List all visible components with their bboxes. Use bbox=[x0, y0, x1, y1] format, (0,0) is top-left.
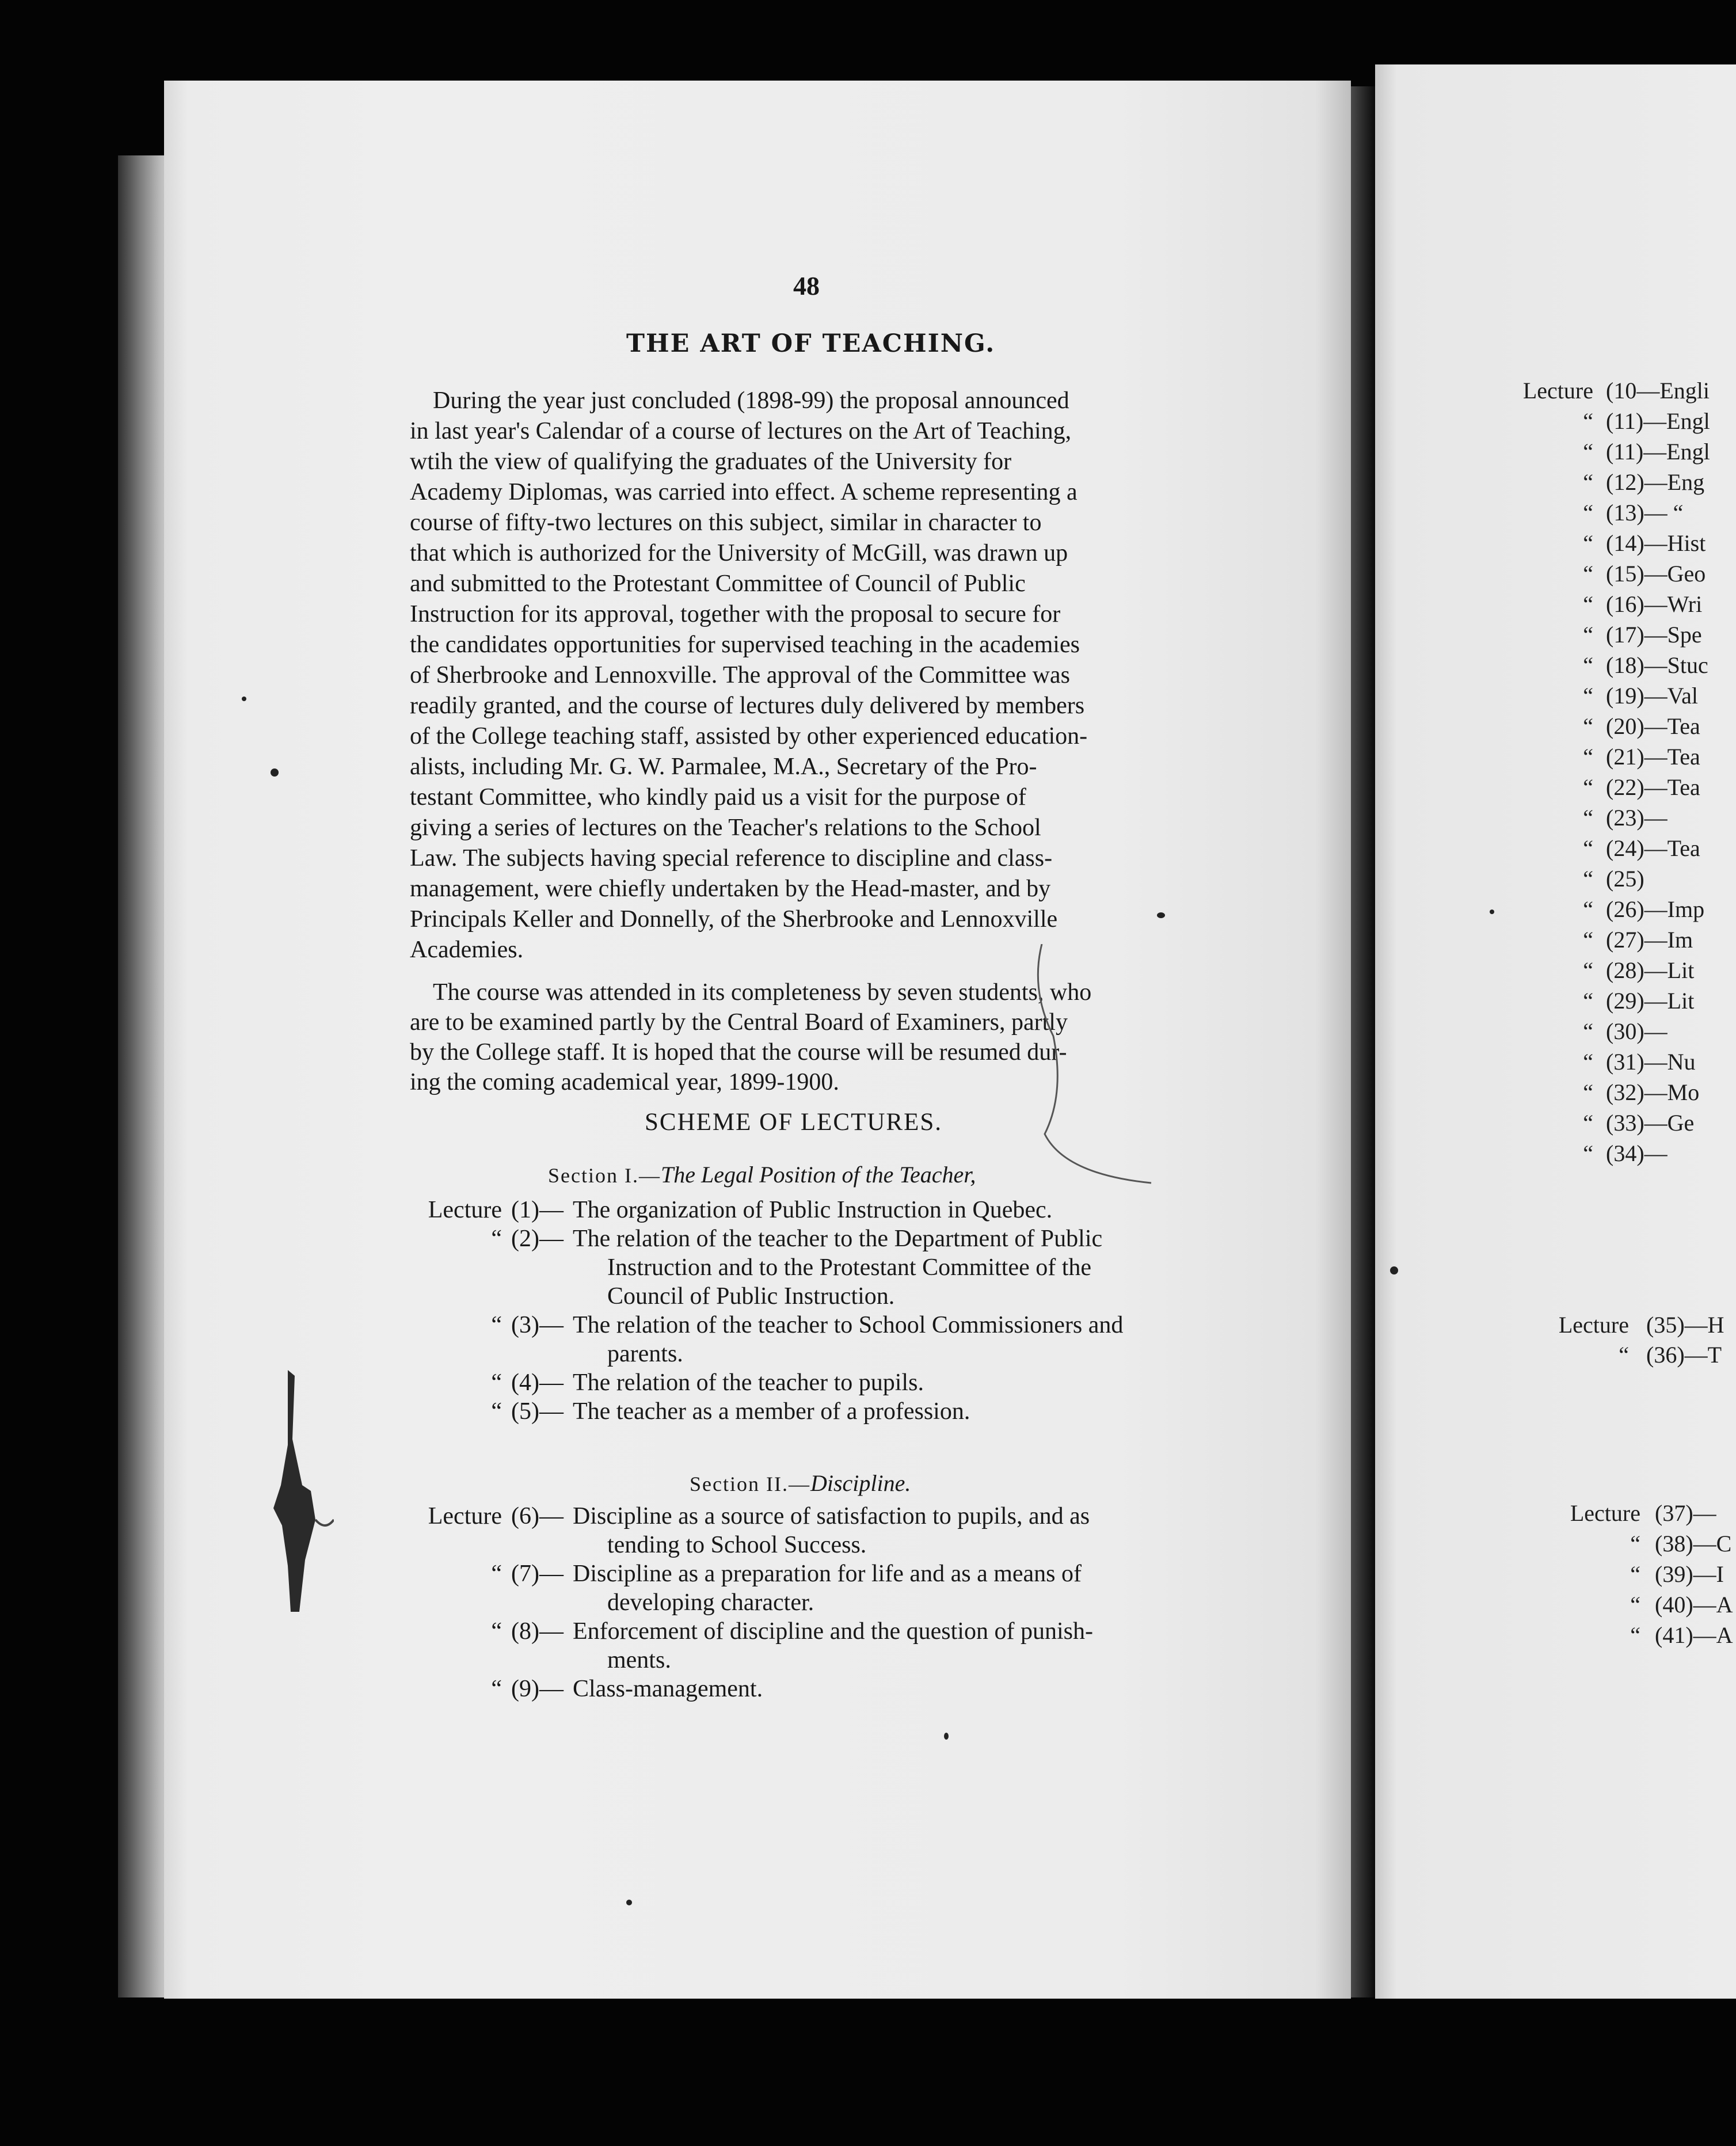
lecture-prefix: “ bbox=[1630, 1531, 1640, 1557]
lecture-text: (30)— bbox=[1606, 1018, 1668, 1044]
lecture-text: Discipline as a source of satisfaction to pupils, and as bbox=[573, 1503, 1090, 1529]
lecture-text: The relation of the teacher to the Department of Public bbox=[573, 1226, 1103, 1252]
lecture-text: developing character. bbox=[607, 1589, 814, 1616]
paragraph-line: of Sherbrooke and Lennoxville. The approval of the Committee was bbox=[410, 662, 1070, 688]
lecture-prefix: “ bbox=[1583, 774, 1593, 800]
lecture-prefix: “ bbox=[1583, 500, 1593, 526]
lecture-prefix: “ bbox=[1583, 805, 1593, 831]
paragraph-line: course of fifty-two lectures on this subject, similar in character to bbox=[410, 509, 1042, 536]
lecture-text: (11)—Engl bbox=[1606, 408, 1710, 434]
paragraph-line: Instruction for its approval, together with the proposal to secure for bbox=[410, 601, 1061, 627]
lecture-text: (32)—Mo bbox=[1606, 1079, 1700, 1105]
lecture-prefix: “ bbox=[1583, 866, 1593, 892]
lecture-text: (27)—Im bbox=[1606, 927, 1693, 953]
page-number: 48 bbox=[793, 271, 820, 300]
lecture-text: ments. bbox=[607, 1647, 671, 1673]
lecture-prefix: “ bbox=[491, 1226, 502, 1252]
paragraph-line: testant Committee, who kindly paid us a visit for the purpose of bbox=[410, 784, 1026, 811]
lecture-text: (25) bbox=[1606, 866, 1644, 892]
lecture-prefix: “ bbox=[491, 1369, 502, 1396]
paragraph-line: readily granted, and the course of lectures duly delivered by members bbox=[410, 692, 1085, 719]
lecture-prefix: Lecture bbox=[428, 1197, 502, 1223]
lecture-text: parents. bbox=[607, 1341, 683, 1367]
lecture-prefix: “ bbox=[1583, 896, 1593, 922]
lecture-text: (13)— “ bbox=[1606, 500, 1684, 526]
lecture-text: (36)—T bbox=[1646, 1342, 1722, 1368]
lecture-number: (1)— bbox=[511, 1197, 564, 1223]
book-gutter bbox=[1351, 86, 1375, 1997]
lecture-prefix: “ bbox=[491, 1676, 502, 1702]
lecture-number: (2)— bbox=[511, 1226, 564, 1252]
lecture-prefix: “ bbox=[1630, 1622, 1640, 1648]
lecture-prefix: “ bbox=[491, 1618, 502, 1645]
section-1-heading bbox=[548, 1161, 976, 1188]
lecture-prefix: “ bbox=[1583, 561, 1593, 587]
lecture-text: (19)—Val bbox=[1606, 683, 1698, 709]
lecture-prefix: “ bbox=[1630, 1592, 1640, 1618]
lecture-text: Enforcement of discipline and the question of punish- bbox=[573, 1618, 1093, 1645]
lecture-prefix: “ bbox=[1583, 835, 1593, 861]
lecture-prefix: “ bbox=[491, 1561, 502, 1587]
paragraph-line: Academies. bbox=[410, 937, 524, 963]
lecture-prefix: “ bbox=[1583, 1049, 1593, 1075]
lecture-prefix: “ bbox=[1583, 439, 1593, 465]
lecture-prefix: “ bbox=[1583, 1140, 1593, 1166]
ink-stain-mark bbox=[271, 1370, 334, 1612]
lecture-prefix: “ bbox=[1583, 469, 1593, 495]
dust-speck bbox=[626, 1900, 632, 1905]
lecture-prefix: “ bbox=[1630, 1561, 1640, 1587]
paragraph-line: in last year's Calendar of a course of lectures on the Art of Teaching, bbox=[410, 418, 1072, 444]
lecture-number: (7)— bbox=[511, 1561, 564, 1587]
lecture-prefix: “ bbox=[1619, 1342, 1629, 1368]
lecture-text: (33)—Ge bbox=[1606, 1110, 1695, 1136]
lecture-text: (40)—A bbox=[1655, 1592, 1733, 1618]
lecture-text: (38)—C bbox=[1655, 1531, 1732, 1557]
paragraph-line: the candidates opportunities for supervised teaching in the academies bbox=[410, 631, 1080, 658]
lecture-text: (37)— bbox=[1655, 1500, 1716, 1526]
lecture-prefix: “ bbox=[1583, 988, 1593, 1014]
lecture-text: (14)—Hist bbox=[1606, 530, 1706, 556]
lecture-text: (11)—Engl bbox=[1606, 439, 1710, 465]
lecture-text: (26)—Imp bbox=[1606, 896, 1705, 922]
lecture-text: Discipline as a preparation for life and as a means of bbox=[573, 1561, 1082, 1587]
lecture-prefix: “ bbox=[1583, 744, 1593, 770]
paragraph-line: of the College teaching staff, assisted by other experienced education- bbox=[410, 723, 1088, 749]
lecture-text: (20)—Tea bbox=[1606, 713, 1700, 739]
lecture-number: (9)— bbox=[511, 1676, 564, 1702]
section-1-label: Section I.— bbox=[548, 1164, 661, 1187]
lecture-prefix: “ bbox=[1583, 957, 1593, 983]
pencil-mark bbox=[1030, 944, 1157, 1186]
lecture-prefix: “ bbox=[491, 1312, 502, 1338]
dust-speck bbox=[1390, 1266, 1398, 1274]
lecture-prefix: “ bbox=[1583, 530, 1593, 556]
lecture-prefix: “ bbox=[1583, 408, 1593, 434]
paragraph-line: Academy Diplomas, was carried into effect. A scheme representing a bbox=[410, 479, 1078, 505]
lecture-text: (21)—Tea bbox=[1606, 744, 1700, 770]
lecture-text: (23)— bbox=[1606, 805, 1668, 831]
lecture-text: (34)— bbox=[1606, 1140, 1668, 1166]
lecture-prefix: Lecture bbox=[428, 1503, 502, 1529]
lecture-prefix: Lecture bbox=[1558, 1312, 1629, 1338]
paragraph-line: by the College staff. It is hoped that the course will be resumed dur- bbox=[410, 1039, 1067, 1066]
dust-speck bbox=[1157, 912, 1165, 918]
lecture-prefix: “ bbox=[1583, 1110, 1593, 1136]
lecture-text: (31)—Nu bbox=[1606, 1049, 1696, 1075]
lecture-text: (16)—Wri bbox=[1606, 591, 1703, 617]
paragraph-line: are to be examined partly by the Central Board of Examiners, partly bbox=[410, 1009, 1068, 1036]
lecture-text: (18)—Stuc bbox=[1606, 652, 1708, 678]
lecture-text: Council of Public Instruction. bbox=[607, 1283, 895, 1310]
paragraph-line: Law. The subjects having special reference to discipline and class- bbox=[410, 845, 1053, 872]
lecture-number: (6)— bbox=[511, 1503, 564, 1529]
lecture-text: The organization of Public Instruction in Quebec. bbox=[573, 1197, 1053, 1223]
section-2-label: Section II.— bbox=[690, 1472, 810, 1496]
lecture-text: (10—Engli bbox=[1606, 378, 1710, 404]
book-edge bbox=[118, 155, 170, 1997]
lecture-text: (39)—I bbox=[1655, 1561, 1724, 1587]
paragraph-line: and submitted to the Protestant Committee of Council of Public bbox=[410, 570, 1026, 597]
page-heading: THE ART OF TEACHING. bbox=[626, 329, 996, 358]
lecture-prefix: “ bbox=[491, 1398, 502, 1425]
paragraph-line: During the year just concluded (1898-99) the proposal announced bbox=[433, 387, 1069, 414]
scheme-title: SCHEME OF LECTURES. bbox=[645, 1109, 943, 1136]
section-1-title: The Legal Position of the Teacher, bbox=[660, 1162, 976, 1188]
paragraph-line: The course was attended in its completeness by seven students, who bbox=[433, 979, 1092, 1006]
lecture-prefix: “ bbox=[1583, 591, 1593, 617]
paragraph-line: alists, including Mr. G. W. Parmalee, M.A., Secretary of the Pro- bbox=[410, 754, 1037, 780]
lecture-prefix: “ bbox=[1583, 683, 1593, 709]
lecture-text: (24)—Tea bbox=[1606, 835, 1700, 861]
lecture-number: (3)— bbox=[511, 1312, 564, 1338]
lecture-text: (17)—Spe bbox=[1606, 622, 1702, 648]
lecture-prefix: Lecture bbox=[1522, 378, 1593, 404]
lecture-number: (5)— bbox=[511, 1398, 564, 1425]
dust-speck bbox=[1490, 910, 1494, 914]
section-2-heading bbox=[690, 1470, 911, 1497]
paragraph-line: that which is authorized for the University of McGill, was drawn up bbox=[410, 540, 1068, 566]
lecture-text: The relation of the teacher to pupils. bbox=[573, 1369, 924, 1396]
paragraph-line: ing the coming academical year, 1899-1900. bbox=[410, 1069, 839, 1095]
lecture-text: (41)—A bbox=[1655, 1622, 1733, 1648]
lecture-prefix: “ bbox=[1583, 1079, 1593, 1105]
lecture-prefix: “ bbox=[1583, 927, 1593, 953]
lecture-prefix: Lecture bbox=[1570, 1500, 1640, 1526]
lecture-text: tending to School Success. bbox=[607, 1532, 867, 1558]
lecture-text: (12)—Eng bbox=[1606, 469, 1705, 495]
paragraph-line: management, were chiefly undertaken by the Head-master, and by bbox=[410, 876, 1051, 902]
lecture-prefix: “ bbox=[1583, 713, 1593, 739]
lecture-text: (28)—Lit bbox=[1606, 957, 1695, 983]
lecture-text: (29)—Lit bbox=[1606, 988, 1695, 1014]
lecture-text: Class-management. bbox=[573, 1676, 763, 1702]
lecture-text: The teacher as a member of a profession. bbox=[573, 1398, 970, 1425]
dust-speck bbox=[944, 1733, 949, 1740]
lecture-number: (4)— bbox=[511, 1369, 564, 1396]
lecture-prefix: “ bbox=[1583, 622, 1593, 648]
lecture-text: Instruction and to the Protestant Committee of the bbox=[607, 1254, 1092, 1281]
paragraph-line: giving a series of lectures on the Teacher's relations to the School bbox=[410, 815, 1041, 841]
lecture-prefix: “ bbox=[1583, 652, 1593, 678]
paragraph-line: wtih the view of qualifying the graduates of the University for bbox=[410, 448, 1012, 475]
lecture-text: (22)—Tea bbox=[1606, 774, 1700, 800]
lecture-number: (8)— bbox=[511, 1618, 564, 1645]
section-2-title: Discipline. bbox=[810, 1470, 911, 1496]
dust-speck bbox=[242, 697, 246, 701]
lecture-text: (15)—Geo bbox=[1606, 561, 1706, 587]
lecture-text: (35)—H bbox=[1646, 1312, 1724, 1338]
dust-speck bbox=[271, 768, 279, 777]
lecture-text: The relation of the teacher to School Commissioners and bbox=[573, 1312, 1124, 1338]
paragraph-line: Principals Keller and Donnelly, of the Sherbrooke and Lennoxville bbox=[410, 906, 1058, 933]
lecture-prefix: “ bbox=[1583, 1018, 1593, 1044]
